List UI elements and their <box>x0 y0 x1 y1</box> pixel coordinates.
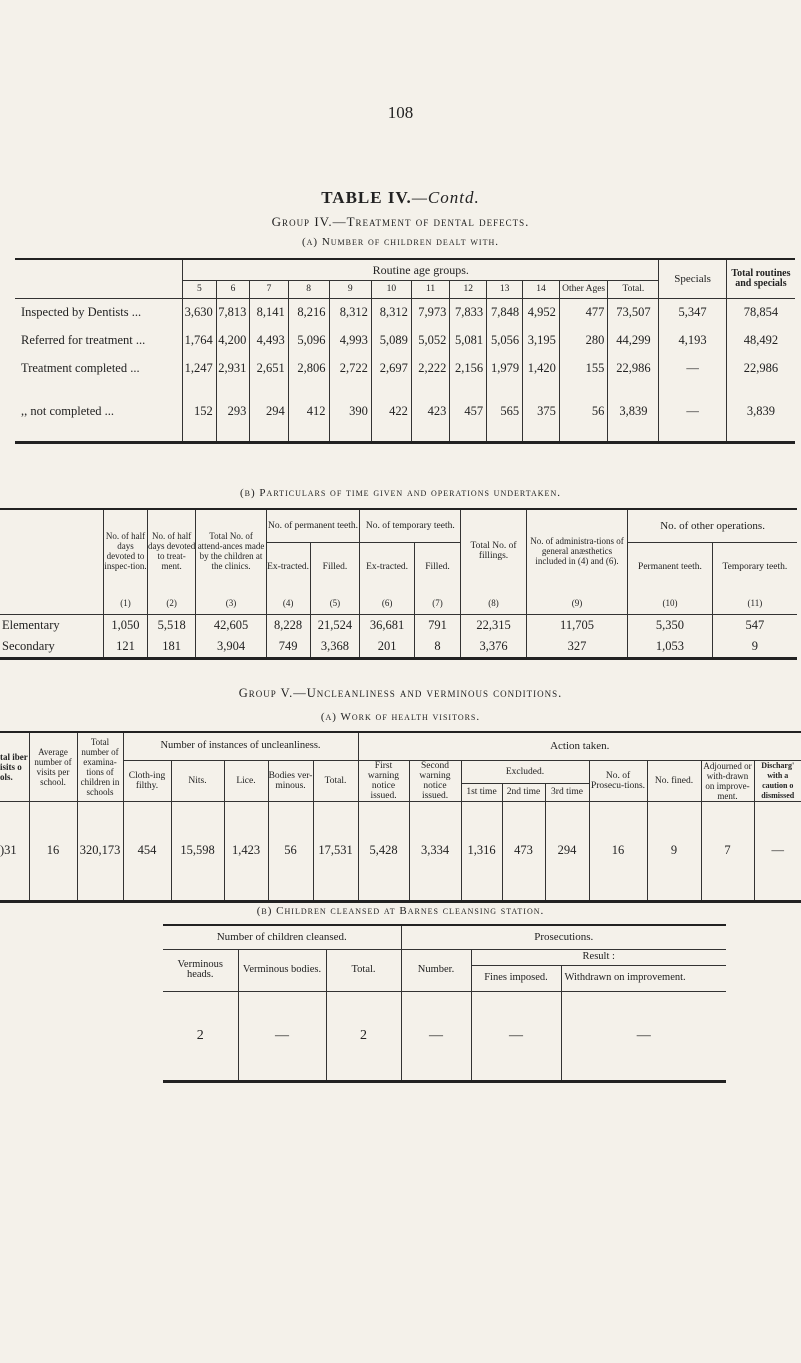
col-fines-imposed: Fines imposed. <box>471 965 561 991</box>
col-total-attendances: Total No. of attend-ances made by the children at the clinics. <box>196 509 266 592</box>
col-temporary-teeth: No. of temporary teeth. <box>360 509 461 542</box>
col-number: (11) <box>712 592 797 614</box>
table-cell: 3,630 <box>183 298 217 326</box>
table-cell: 5,052 <box>411 326 449 354</box>
col-instances-uncleanliness: Number of instances of uncleanliness. <box>123 732 358 760</box>
col-other-permanent: Permanent teeth. <box>628 542 713 592</box>
table-cell: 1,764 <box>183 326 217 354</box>
table-cell: 5,518 <box>147 614 196 636</box>
table-cell: 3,376 <box>461 636 527 658</box>
table-cell: 3,195 <box>523 326 560 354</box>
table-cell: 3,334 <box>409 801 461 901</box>
group5-sub-b: (b) Children cleansed at Barnes cleansing station. <box>256 905 545 917</box>
table-cell: — <box>471 991 561 1081</box>
col-age-6: 11 <box>411 280 449 298</box>
table-cell: 5,089 <box>371 326 411 354</box>
group4-title: Group IV.—Treatment of dental defects. <box>271 214 530 229</box>
table-cell: — <box>238 991 326 1081</box>
table-cell: 2,931 <box>216 354 250 382</box>
col-temp-extracted: Ex-tracted. <box>360 542 414 592</box>
row-label: Elementary <box>2 617 60 632</box>
table-cell: 565 <box>487 382 523 442</box>
table-cell: 201 <box>360 636 414 658</box>
col-number: (9) <box>526 592 627 614</box>
col-age-9: 14 <box>523 280 560 298</box>
group5-sub-a: (a) Work of health visitors. <box>320 711 481 723</box>
table-cell: 78,854 <box>726 298 795 326</box>
col-half-days-inspection: No. of half days devoted to inspec-tion. <box>104 509 148 592</box>
table-cell: 4,993 <box>329 326 371 354</box>
table-cell: 9 <box>712 636 797 658</box>
col-bodies-verminous: Bodies ver-minous. <box>268 760 313 801</box>
table-cell: 22,315 <box>461 614 527 636</box>
table-cell: 48,492 <box>726 326 795 354</box>
table-cell: 791 <box>414 614 460 636</box>
col-age-1: 6 <box>216 280 250 298</box>
row-label: Secondary <box>2 638 55 653</box>
table-cell: 7,848 <box>487 298 523 326</box>
col-number: (8) <box>461 592 527 614</box>
table-cell: 2,156 <box>450 354 487 382</box>
table-cell: 454 <box>123 801 171 901</box>
table-cell: 457 <box>450 382 487 442</box>
col-clothing-filthy: Cloth-ing filthy. <box>123 760 171 801</box>
col-prosecutions-b: Prosecutions. <box>401 925 726 949</box>
table-cell: 8,312 <box>371 298 411 326</box>
col-number: (7) <box>414 592 460 614</box>
col-temp-filled: Filled. <box>414 542 460 592</box>
table-cell: 5,096 <box>288 326 329 354</box>
col-verminous-heads: Verminous heads. <box>163 949 238 991</box>
table-cell: 56 <box>268 801 313 901</box>
table-cell: 320,173 <box>77 801 123 901</box>
table-cell: 8 <box>414 636 460 658</box>
col-other-temporary: Temporary teeth. <box>712 542 797 592</box>
col-children-cleansed: Number of children cleansed. <box>163 925 401 949</box>
table-cell: 749 <box>266 636 310 658</box>
col-half-days-treatment: No. of half days devoted to treat-ment. <box>147 509 196 592</box>
col-adjourned: Adjourned or with-drawn on improve-ment. <box>701 760 754 801</box>
col-number: (2) <box>147 592 196 614</box>
col-first-warning: First warning notice issued. <box>358 760 409 801</box>
table-cell: 8,312 <box>329 298 371 326</box>
col-prosecutions: No. of Prosecu-tions. <box>589 760 647 801</box>
table-cell: 22,986 <box>726 354 795 382</box>
table-cell: 152 <box>183 382 217 442</box>
table-cell: 2,222 <box>411 354 449 382</box>
table-cell: 5,350 <box>628 614 713 636</box>
table-cell: 42,605 <box>196 614 266 636</box>
col-age-7: 12 <box>450 280 487 298</box>
table-cell: 8,216 <box>288 298 329 326</box>
row-label: Referred for treatment ... <box>21 332 146 347</box>
col-age-3: 8 <box>288 280 329 298</box>
col-result: Result : <box>471 949 726 965</box>
table-cell: 1,050 <box>104 614 148 636</box>
table-cell: 294 <box>250 382 288 442</box>
table-row <box>15 326 795 354</box>
col-fined: No. fined. <box>647 760 701 801</box>
table-cell: 4,952 <box>523 298 560 326</box>
row-label: Treatment completed ... <box>21 360 140 375</box>
col-excluded-3rd: 3rd time <box>545 784 589 801</box>
table-cell: 327 <box>526 636 627 658</box>
col-number: (6) <box>360 592 414 614</box>
table-cell: 473 <box>502 801 545 901</box>
table-cell: 17,531 <box>313 801 358 901</box>
table-cell: 16 <box>589 801 647 901</box>
col-age-11: Total. <box>608 280 659 298</box>
table-cell: 294 <box>545 801 589 901</box>
col-age-0: 5 <box>183 280 217 298</box>
routine-age-groups-header: Routine age groups. <box>183 259 659 280</box>
table-cell: 293 <box>216 382 250 442</box>
col-number: (3) <box>196 592 266 614</box>
col-second-warning: Second warning notice issued. <box>409 760 461 801</box>
col-average-visits: Average number of visits per school. <box>29 732 77 801</box>
col-excluded-2nd: 2nd time <box>502 784 545 801</box>
col-other-operations: No. of other operations. <box>628 509 797 542</box>
table-cell: 4,493 <box>250 326 288 354</box>
col-total-examinations: Total number of examina-tions of children in schools <box>77 732 123 801</box>
table-cell: 375 <box>523 382 560 442</box>
table-cell: — <box>659 382 726 442</box>
group4-sub-b: (b) Particulars of time given and operations undertaken. <box>240 487 561 499</box>
table-cell: 423 <box>411 382 449 442</box>
table-cell: 2,722 <box>329 354 371 382</box>
col-age-8: 13 <box>487 280 523 298</box>
table-cell: 280 <box>559 326 607 354</box>
table-cell: 1,053 <box>628 636 713 658</box>
col-number: (4) <box>266 592 310 614</box>
table-cell: 1,979 <box>487 354 523 382</box>
table-cell: 7,833 <box>450 298 487 326</box>
table-cell: 155 <box>559 354 607 382</box>
col-excluded-1st: 1st time <box>461 784 502 801</box>
table-cell: 9 <box>647 801 701 901</box>
col-total-fillings: Total No. of fillings. <box>461 509 527 592</box>
col-number: (1) <box>104 592 148 614</box>
col-lice: Lice. <box>224 760 268 801</box>
table-cell: 1,247 <box>183 354 217 382</box>
table-cell: 2 <box>196 1027 204 1043</box>
row-label-header <box>0 592 104 614</box>
table-cell: 412 <box>288 382 329 442</box>
col-action-taken: Action taken. <box>358 732 801 760</box>
table-cell: 1,316 <box>461 801 502 901</box>
col-nits: Nits. <box>171 760 224 801</box>
table-cell: — <box>659 354 726 382</box>
row-label-header <box>15 280 183 298</box>
table-cell: 390 <box>329 382 371 442</box>
group5-title: Group V.—Uncleanliness and verminous conditions. <box>238 686 563 700</box>
table-row <box>15 382 795 442</box>
table-row <box>0 636 797 658</box>
table-cell: 44,299 <box>608 326 659 354</box>
table-cell: 56 <box>559 382 607 442</box>
page-number: 108 <box>387 103 414 122</box>
col-age-5: 10 <box>371 280 411 298</box>
table-cleansing-station <box>163 924 726 1083</box>
table-cell: 16 <box>29 801 77 901</box>
col-total-instances: Total. <box>313 760 358 801</box>
table-cell: — <box>754 801 801 901</box>
table-cell: 2 <box>326 991 401 1081</box>
col-verminous-bodies: Verminous bodies. <box>238 949 326 991</box>
row-label: Inspected by Dentists ... <box>21 304 142 319</box>
table-row <box>15 354 795 382</box>
row-label: ,, not completed ... <box>21 403 115 418</box>
table-cell: 22,986 <box>608 354 659 382</box>
col-total-visits: tal iber isits o ols. <box>0 732 29 801</box>
col-total-cleansed: Total. <box>326 949 401 991</box>
col-withdrawn: Withdrawn on improvement. <box>561 965 726 991</box>
table-cell: 2,651 <box>250 354 288 382</box>
table-cell: 5,056 <box>487 326 523 354</box>
col-perm-extracted: Ex-tracted. <box>266 542 310 592</box>
table-dental-children <box>15 258 795 444</box>
table-cell: 547 <box>712 614 797 636</box>
col-permanent-teeth: No. of permanent teeth. <box>266 509 360 542</box>
col-number-prosecutions: Number. <box>401 949 471 991</box>
table-cell: 73,507 <box>608 298 659 326</box>
table-cell: 36,681 <box>360 614 414 636</box>
table-cell: 4,200 <box>216 326 250 354</box>
table-cell: 8,228 <box>266 614 310 636</box>
col-perm-filled: Filled. <box>310 542 360 592</box>
table-cell: 2,806 <box>288 354 329 382</box>
table-cell: 7,813 <box>216 298 250 326</box>
total-routines-header: Total routines and specials <box>726 259 795 298</box>
table-cell: 8,141 <box>250 298 288 326</box>
table-cell: 1,423 <box>224 801 268 901</box>
col-age-10: Other Ages <box>559 280 607 298</box>
col-excluded: Excluded. <box>461 760 589 784</box>
table-cell: 3,368 <box>310 636 360 658</box>
col-discharged: Discharg' with a caution o dismissed <box>754 760 801 801</box>
table-title: TABLE IV.—Contd. <box>321 188 480 207</box>
table-cell: 5,428 <box>358 801 409 901</box>
col-number: (5) <box>310 592 360 614</box>
col-number: (10) <box>628 592 713 614</box>
table-cell: — <box>561 991 726 1081</box>
table-health-visitors <box>0 731 801 903</box>
col-anaesthetics: No. of administra-tions of general anæsthetics included in (4) and (6). <box>526 509 627 592</box>
table-cell: 477 <box>559 298 607 326</box>
table-row <box>15 298 795 326</box>
table-cell: 15,598 <box>171 801 224 901</box>
table-cell: 181 <box>147 636 196 658</box>
table-cell: 5,347 <box>659 298 726 326</box>
group4-sub-a: (a) Number of children dealt with. <box>301 236 500 248</box>
col-age-2: 7 <box>250 280 288 298</box>
table-cell: — <box>401 991 471 1081</box>
table-cell: 11,705 <box>526 614 627 636</box>
table-cell: 121 <box>104 636 148 658</box>
specials-header: Specials <box>659 259 726 298</box>
table-cell: 422 <box>371 382 411 442</box>
table-cell: 4,193 <box>659 326 726 354</box>
table-cell: 3,904 <box>196 636 266 658</box>
table-title-cont: —Contd. <box>411 188 480 207</box>
table-cell: 2,697 <box>371 354 411 382</box>
table-cell: )31 <box>0 843 17 857</box>
table-cell: 3,839 <box>726 382 795 442</box>
table-cell: 3,839 <box>608 382 659 442</box>
table-dental-particulars <box>0 508 797 660</box>
table-row <box>0 614 797 636</box>
table-cell: 7,973 <box>411 298 449 326</box>
table-cell: 21,524 <box>310 614 360 636</box>
col-age-4: 9 <box>329 280 371 298</box>
table-cell: 5,081 <box>450 326 487 354</box>
table-cell: 1,420 <box>523 354 560 382</box>
table-cell: 7 <box>701 801 754 901</box>
